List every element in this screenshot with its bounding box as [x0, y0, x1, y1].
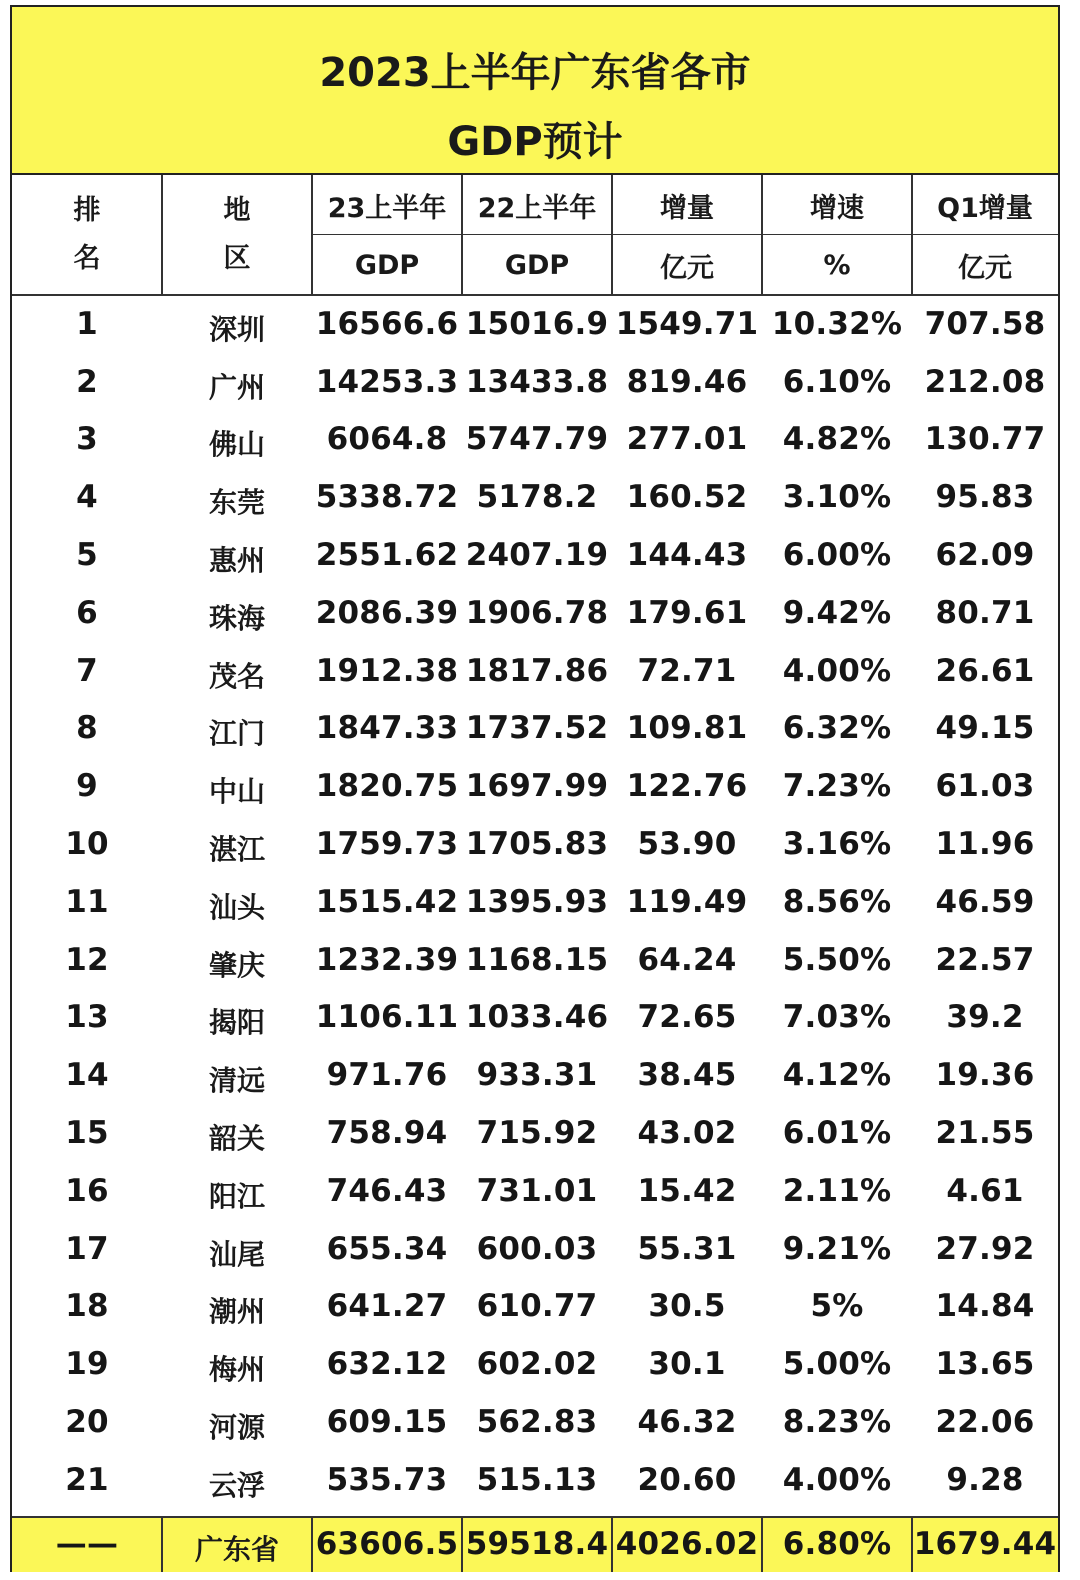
- cell-q1-increase: 212.08: [924, 363, 1046, 400]
- cell-gdp-2023h1: 1820.75: [315, 768, 459, 805]
- total-gdp-2023h1: 63606.5: [315, 1526, 459, 1563]
- header-rank-char: 名: [73, 243, 101, 274]
- cell-city: 广州: [208, 370, 265, 404]
- cell-gdp-2023h1: 16566.6: [315, 305, 459, 342]
- gdp-table-sheet: [10, 5, 1060, 1572]
- cell-increase: 20.60: [637, 1461, 737, 1498]
- cell-q1-increase: 21.55: [935, 1115, 1035, 1152]
- cell-growth-rate: 8.23%: [782, 1404, 892, 1441]
- cell-gdp-2023h1: 5338.72: [315, 479, 459, 516]
- header-unit-label: GDP: [354, 249, 420, 281]
- cell-rank: 15: [65, 1115, 109, 1152]
- cell-city: 惠州: [208, 544, 265, 578]
- cell-rank: 13: [65, 999, 109, 1036]
- cell-q1-increase: 22.57: [935, 941, 1035, 978]
- cell-q1-increase: 95.83: [935, 479, 1035, 516]
- cell-gdp-2022h1: 600.03: [476, 1230, 598, 1267]
- cell-gdp-2022h1: 1705.83: [465, 826, 609, 863]
- cell-gdp-2023h1: 1106.11: [315, 999, 459, 1036]
- cell-q1-increase: 80.71: [935, 594, 1035, 631]
- cell-increase: 1549.71: [615, 305, 759, 342]
- cell-city: 中山: [208, 775, 265, 809]
- cell-gdp-2022h1: 1697.99: [465, 768, 609, 805]
- header-rank-char: 排: [73, 195, 101, 226]
- cell-q1-increase: 27.92: [935, 1230, 1035, 1267]
- total-increase: 4026.02: [615, 1526, 759, 1563]
- cell-rank: 5: [76, 537, 98, 574]
- cell-gdp-2023h1: 1912.38: [315, 652, 459, 689]
- title-banner: [12, 7, 1058, 175]
- cell-rank: 17: [65, 1230, 109, 1267]
- cell-rank: 2: [76, 363, 98, 400]
- cell-gdp-2023h1: 6064.8: [326, 421, 448, 458]
- header-top-label: 22上半年: [477, 192, 597, 224]
- total-q1-increase: 1679.44: [913, 1526, 1057, 1563]
- cell-increase: 109.81: [626, 710, 748, 747]
- cell-rank: 18: [65, 1288, 109, 1325]
- cell-growth-rate: 4.00%: [782, 652, 892, 689]
- cell-growth-rate: 8.56%: [782, 883, 892, 920]
- cell-city: 汕尾: [208, 1237, 265, 1271]
- cell-gdp-2023h1: 758.94: [326, 1115, 448, 1152]
- cell-gdp-2023h1: 1759.73: [315, 826, 459, 863]
- cell-growth-rate: 6.01%: [782, 1115, 892, 1152]
- cell-q1-increase: 49.15: [935, 710, 1035, 747]
- cell-growth-rate: 9.21%: [782, 1230, 892, 1267]
- cell-growth-rate: 7.03%: [782, 999, 892, 1036]
- cell-growth-rate: 5%: [810, 1288, 864, 1325]
- cell-q1-increase: 62.09: [935, 537, 1035, 574]
- cell-growth-rate: 5.00%: [782, 1346, 892, 1383]
- cell-city: 阳江: [208, 1179, 265, 1213]
- cell-q1-increase: 14.84: [935, 1288, 1035, 1325]
- cell-q1-increase: 4.61: [946, 1172, 1024, 1209]
- cell-gdp-2022h1: 933.31: [476, 1057, 598, 1094]
- total-growth-rate: 6.80%: [782, 1526, 892, 1563]
- header-top-label: 增速: [810, 192, 864, 224]
- cell-gdp-2022h1: 13433.8: [465, 363, 609, 400]
- cell-city: 东莞: [208, 486, 265, 520]
- header-top-label: Q1增量: [937, 192, 1033, 224]
- cell-gdp-2023h1: 746.43: [326, 1172, 448, 1209]
- cell-increase: 30.5: [648, 1288, 726, 1325]
- header-region-char: 地: [223, 195, 251, 226]
- cell-q1-increase: 46.59: [935, 883, 1035, 920]
- cell-growth-rate: 2.11%: [782, 1172, 892, 1209]
- cell-gdp-2022h1: 610.77: [476, 1288, 598, 1325]
- header-rank: [12, 175, 162, 295]
- cell-rank: 12: [65, 941, 109, 978]
- cell-gdp-2023h1: 641.27: [326, 1288, 448, 1325]
- cell-rank: 14: [65, 1057, 109, 1094]
- cell-city: 揭阳: [208, 1006, 265, 1040]
- cell-growth-rate: 6.32%: [782, 710, 892, 747]
- cell-q1-increase: 11.96: [935, 826, 1035, 863]
- cell-q1-increase: 130.77: [924, 421, 1046, 458]
- cell-growth-rate: 7.23%: [782, 768, 892, 805]
- cell-q1-increase: 22.06: [935, 1404, 1035, 1441]
- cell-gdp-2023h1: 14253.3: [315, 363, 459, 400]
- cell-increase: 30.1: [648, 1346, 726, 1383]
- cell-increase: 38.45: [637, 1057, 737, 1094]
- cell-rank: 6: [76, 594, 98, 631]
- data-grid: [12, 175, 1058, 1572]
- header-unit-label: 亿元: [958, 252, 1012, 284]
- cell-rank: 8: [76, 710, 98, 747]
- cell-growth-rate: 4.82%: [782, 421, 892, 458]
- cell-gdp-2022h1: 2407.19: [465, 537, 609, 574]
- cell-growth-rate: 3.10%: [782, 479, 892, 516]
- cell-increase: 144.43: [626, 537, 748, 574]
- cell-gdp-2022h1: 1817.86: [465, 652, 609, 689]
- cell-gdp-2022h1: 602.02: [476, 1346, 598, 1383]
- cell-city: 佛山: [208, 428, 265, 462]
- cell-increase: 72.71: [637, 652, 737, 689]
- header-unit-label: %: [823, 249, 851, 281]
- cell-gdp-2022h1: 1395.93: [465, 883, 609, 920]
- cell-increase: 55.31: [637, 1230, 737, 1267]
- cell-city: 汕头: [208, 890, 265, 924]
- cell-gdp-2022h1: 1737.52: [465, 710, 609, 747]
- cell-q1-increase: 19.36: [935, 1057, 1035, 1094]
- cell-gdp-2023h1: 535.73: [326, 1461, 448, 1498]
- cell-rank: 10: [65, 826, 109, 863]
- cell-gdp-2022h1: 1033.46: [465, 999, 609, 1036]
- cell-gdp-2023h1: 1232.39: [315, 941, 459, 978]
- cell-q1-increase: 61.03: [935, 768, 1035, 805]
- cell-gdp-2023h1: 2086.39: [315, 594, 459, 631]
- cell-growth-rate: 6.00%: [782, 537, 892, 574]
- cell-city: 湛江: [208, 833, 265, 867]
- cell-gdp-2023h1: 1515.42: [315, 883, 459, 920]
- cell-rank: 16: [65, 1172, 109, 1209]
- cell-increase: 46.32: [637, 1404, 737, 1441]
- cell-growth-rate: 6.10%: [782, 363, 892, 400]
- cell-increase: 53.90: [637, 826, 737, 863]
- cell-increase: 819.46: [626, 363, 748, 400]
- cell-gdp-2023h1: 2551.62: [315, 537, 459, 574]
- cell-city: 云浮: [208, 1468, 265, 1502]
- cell-rank: 21: [65, 1461, 109, 1498]
- cell-increase: 15.42: [637, 1172, 737, 1209]
- header-unit-label: GDP: [504, 249, 570, 281]
- cell-gdp-2022h1: 1906.78: [465, 594, 609, 631]
- cell-city: 珠海: [208, 601, 265, 635]
- cell-city: 深圳: [208, 312, 265, 346]
- cell-increase: 119.49: [626, 883, 748, 920]
- cell-gdp-2022h1: 15016.9: [465, 305, 609, 342]
- cell-gdp-2022h1: 515.13: [476, 1461, 598, 1498]
- cell-gdp-2023h1: 609.15: [326, 1404, 448, 1441]
- cell-increase: 179.61: [626, 594, 748, 631]
- cell-q1-increase: 707.58: [924, 305, 1046, 342]
- cell-growth-rate: 9.42%: [782, 594, 892, 631]
- cell-gdp-2023h1: 971.76: [326, 1057, 448, 1094]
- total-rank: ——: [55, 1526, 119, 1563]
- cell-city: 河源: [208, 1411, 265, 1445]
- cell-rank: 4: [76, 479, 98, 516]
- cell-city: 江门: [208, 717, 265, 751]
- cell-rank: 19: [65, 1346, 109, 1383]
- cell-gdp-2022h1: 1168.15: [465, 941, 609, 978]
- cell-q1-increase: 13.65: [935, 1346, 1035, 1383]
- cell-growth-rate: 3.16%: [782, 826, 892, 863]
- cell-rank: 1: [76, 305, 98, 342]
- cell-gdp-2023h1: 1847.33: [315, 710, 459, 747]
- header-top-label: 23上半年: [327, 192, 447, 224]
- cell-city: 梅州: [208, 1353, 265, 1387]
- total-gdp-2022h1: 59518.4: [465, 1526, 609, 1563]
- table-title-line-2: GDP预计: [447, 119, 623, 165]
- cell-gdp-2022h1: 5747.79: [465, 421, 609, 458]
- cell-city: 肇庆: [208, 948, 265, 982]
- cell-increase: 64.24: [637, 941, 737, 978]
- cell-city: 韶关: [208, 1122, 265, 1156]
- cell-city: 茂名: [208, 659, 265, 693]
- cell-gdp-2022h1: 562.83: [476, 1404, 598, 1441]
- cell-rank: 7: [76, 652, 98, 689]
- cell-gdp-2023h1: 632.12: [326, 1346, 448, 1383]
- cell-growth-rate: 10.32%: [771, 305, 903, 342]
- cell-increase: 72.65: [637, 999, 737, 1036]
- cell-growth-rate: 5.50%: [782, 941, 892, 978]
- cell-city: 清远: [208, 1064, 265, 1098]
- cell-gdp-2022h1: 5178.2: [476, 479, 598, 516]
- cell-rank: 20: [65, 1404, 109, 1441]
- cell-rank: 9: [76, 768, 98, 805]
- cell-q1-increase: 9.28: [946, 1461, 1024, 1498]
- header-top-label: 增量: [660, 192, 714, 224]
- cell-gdp-2022h1: 715.92: [476, 1115, 598, 1152]
- header-region-char: 区: [223, 243, 251, 274]
- cell-q1-increase: 26.61: [935, 652, 1035, 689]
- cell-increase: 122.76: [626, 768, 748, 805]
- header-region: [162, 175, 312, 295]
- cell-rank: 11: [65, 883, 109, 920]
- header-unit-label: 亿元: [660, 252, 714, 284]
- total-city: 广东省: [194, 1533, 279, 1567]
- cell-increase: 277.01: [626, 421, 748, 458]
- table-title-line-1: 2023上半年广东省各市: [319, 50, 751, 96]
- cell-growth-rate: 4.00%: [782, 1461, 892, 1498]
- cell-increase: 43.02: [637, 1115, 737, 1152]
- cell-q1-increase: 39.2: [946, 999, 1024, 1036]
- cell-gdp-2023h1: 655.34: [326, 1230, 448, 1267]
- cell-rank: 3: [76, 421, 98, 458]
- cell-growth-rate: 4.12%: [782, 1057, 892, 1094]
- cell-gdp-2022h1: 731.01: [476, 1172, 598, 1209]
- cell-increase: 160.52: [626, 479, 748, 516]
- cell-city: 潮州: [208, 1295, 265, 1329]
